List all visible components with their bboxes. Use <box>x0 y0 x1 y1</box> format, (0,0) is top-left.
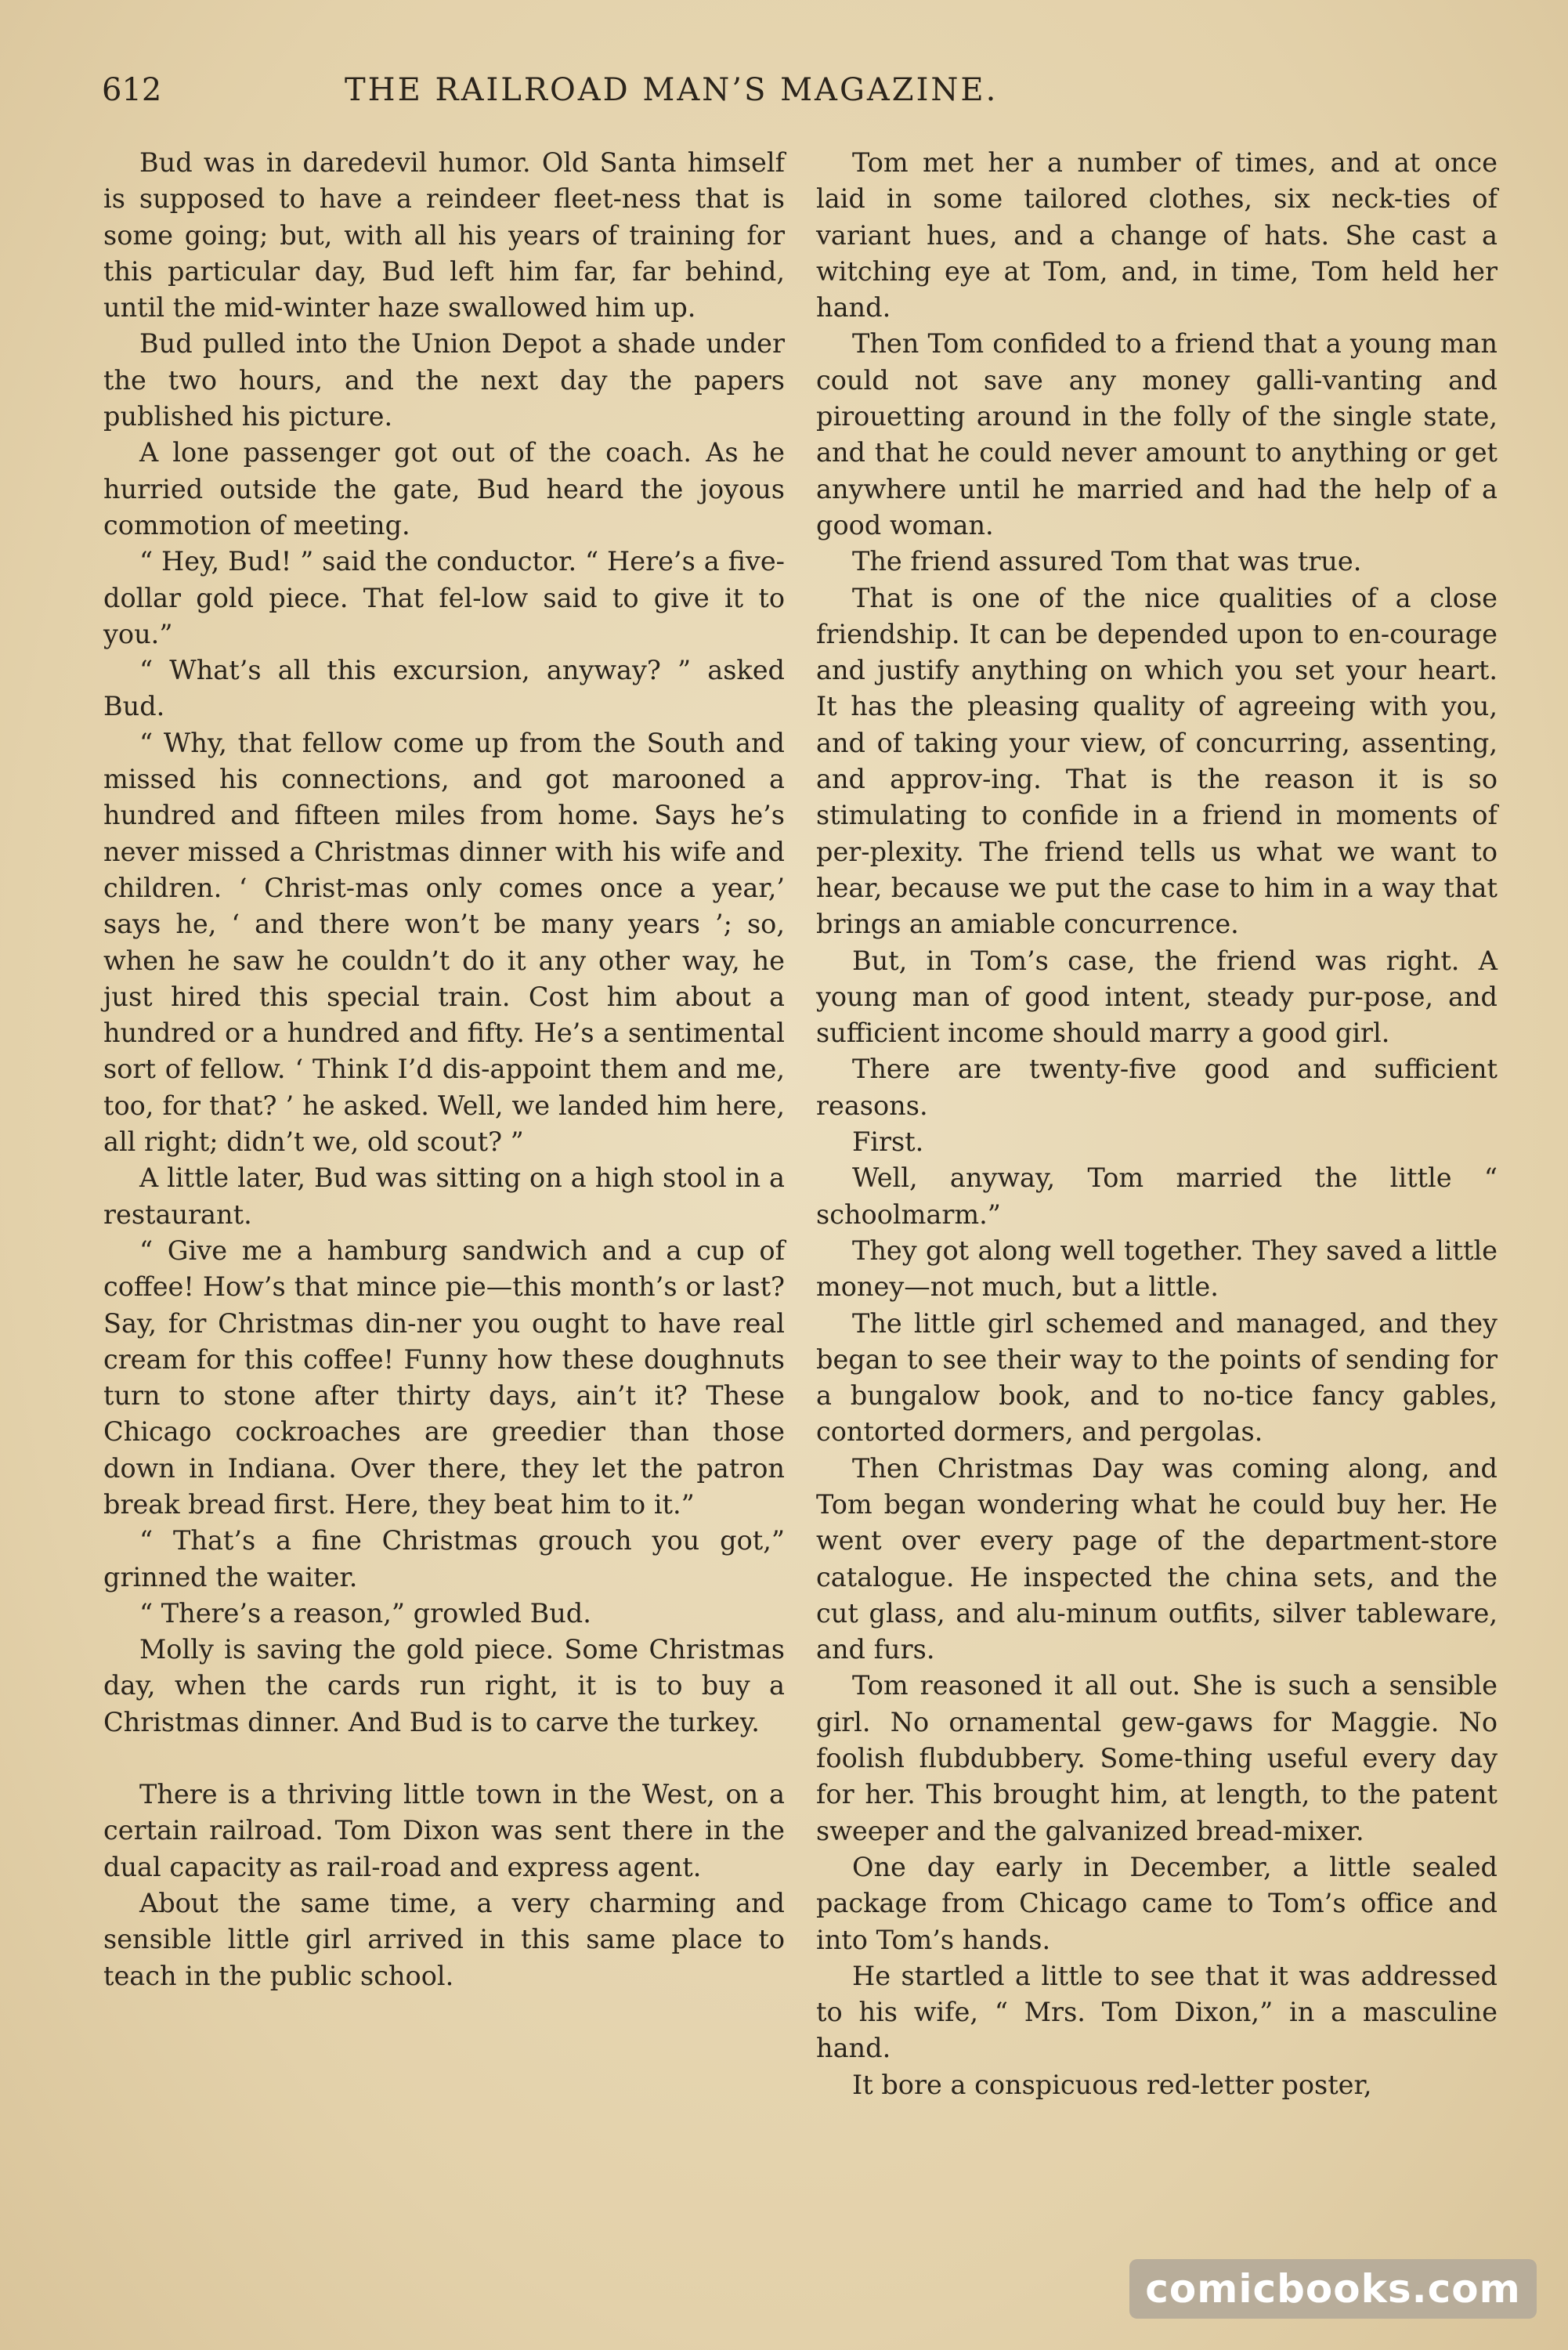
right-column <box>816 145 1498 2103</box>
paragraph: Then Tom confided to a friend that a young man could not save any money galli-vanting and pirouetting around in the folly of the single state, and that he could never amount to anything or get anywhere until he married and had the help of a good woman. <box>816 328 1498 540</box>
paragraph: Molly is saving the gold piece. Some Christmas day, when the cards run right, it is to buy a Christmas dinner. And Bud is to carve the turkey. <box>103 1634 785 1737</box>
paragraph: Bud pulled into the Union Depot a shade under the two hours, and the next day the papers published his picture. <box>103 328 785 432</box>
paragraph: A lone passenger got out of the coach. As he hurried outside the gate, Bud heard the joyous commotion of meeting. <box>103 437 785 540</box>
paragraph: The little girl schemed and managed, and they began to see their way to the points of sending for a bungalow book, and to no-tice fancy gables, contorted dormers, and pergolas. <box>816 1307 1498 1448</box>
paragraph: One day early in December, a little sealed package from Chicago came to Tom’s office and into Tom’s hands. <box>816 1851 1498 1955</box>
paragraph: The friend assured Tom that was true. <box>852 546 1362 577</box>
paragraph: “ Hey, Bud! ” said the conductor. “ Here’s a five-dollar gold piece. That fel-low said to give it to you.” <box>103 546 785 649</box>
paragraph: A little later, Bud was sitting on a high stool in a restaurant. <box>103 1162 785 1230</box>
watermark-badge <box>1129 2259 1537 2319</box>
paragraph: It bore a conspicuous red-letter poster, <box>852 2069 1372 2100</box>
paragraph: He startled a little to see that it was addressed to his wife, “ Mrs. Tom Dixon,” in a masculine hand. <box>816 1960 1498 2064</box>
paragraph: Then Christmas Day was coming along, and Tom began wondering what he could buy her. He went over every page of the department-store catalogue. He inspected the china sets, and the cut glass, and alu-minum outfits, silver tableware, and furs. <box>816 1452 1498 1665</box>
paragraph: They got along well together. They saved a little money—not much, but a little. <box>816 1235 1498 1303</box>
paragraph: Well, anyway, Tom married the little “ schoolmarm.” <box>816 1162 1498 1230</box>
paragraph: “ That’s a fine Christmas grouch you got,” grinned the waiter. <box>103 1525 785 1593</box>
watermark-text: comicbooks.com <box>1145 2266 1521 2312</box>
page-header <box>0 63 1568 118</box>
left-column <box>103 145 785 1994</box>
paragraph: About the same time, a very charming and sensible little girl arrived in this same place to teach in the public school. <box>103 1887 785 1991</box>
paragraph: There is a thriving little town in the West, on a certain railroad. Tom Dixon was sent there in the dual capacity as rail-road and express agent. <box>103 1779 785 1882</box>
paragraph: Tom reasoned it all out. She is such a sensible girl. No ornamental gew-gaws for Maggie. No foolish flubdubbery. Some-thing useful every day for her. This brought him, at length, to the patent sweeper and the galvanized bread-mixer. <box>816 1670 1498 1846</box>
running-head: THE RAILROAD MAN’S MAGAZINE. <box>345 72 999 108</box>
paragraph: Bud was in daredevil humor. Old Santa himself is supposed to have a reindeer fleet-ness that is some going; but, with all his years of training for this particular day, Bud left him far, far behind, until the mid-winter haze swallowed him up. <box>103 147 785 324</box>
paragraph: But, in Tom’s case, the friend was right. A young man of good intent, steady pur-pose, and sufficient income should marry a good girl. <box>816 945 1498 1049</box>
paragraph: That is one of the nice qualities of a close friendship. It can be depended upon to en-courage and justify anything on which you set your heart. It has the pleasing quality of agreeing with you, and of taking your view, of concurring, assenting, and approv-ing. That is the reason it is so stimulating to confide in a friend in moments of per-plexity. The friend tells us what we want to hear, because we put the case to him in a way that brings an amiable concurrence. <box>816 582 1498 940</box>
paragraph: First. <box>852 1126 924 1158</box>
paragraph: “ There’s a reason,” growled Bud. <box>139 1597 591 1629</box>
paragraph: “ Give me a hamburg sandwich and a cup of coffee! How’s that mince pie—this month’s or last? Say, for Christmas din-ner you ought to have real cream for this coffee! Funny how these doughnuts turn to stone after thirty days, ain’t it? These Chicago cockroaches are greedier than those down in Indiana. Over there, they let the patron break bread first. Here, they beat him to it.” <box>103 1235 785 1520</box>
page-number: 612 <box>102 72 162 108</box>
paragraph: “ What’s all this excursion, anyway? ” asked Bud. <box>103 655 785 722</box>
paragraph: Tom met her a number of times, and at once laid in some tailored clothes, six neck-ties of variant hues, and a change of hats. She cast a witching eye at Tom, and, in time, Tom held her hand. <box>816 147 1498 324</box>
paragraph: There are twenty-five good and sufficient reasons. <box>816 1054 1498 1121</box>
paragraph: “ Why, that fellow come up from the South and missed his connections, and got marooned a hundred and fifteen miles from home. Says he’s never missed a Christmas dinner with his wife and children. ‘ Christ-mas only comes once a year,’ says he, ‘ and there won’t be many years ’; so, when he saw he couldn’t do it any other way, he just hired this special train. Cost him about a hundred or a hundred and fifty. He’s a sentimental sort of fellow. ‘ Think I’d dis-appoint them and me, too, for that? ’ he asked. Well, we landed him here, all right; didn’t we, old scout? ” <box>103 727 785 1158</box>
